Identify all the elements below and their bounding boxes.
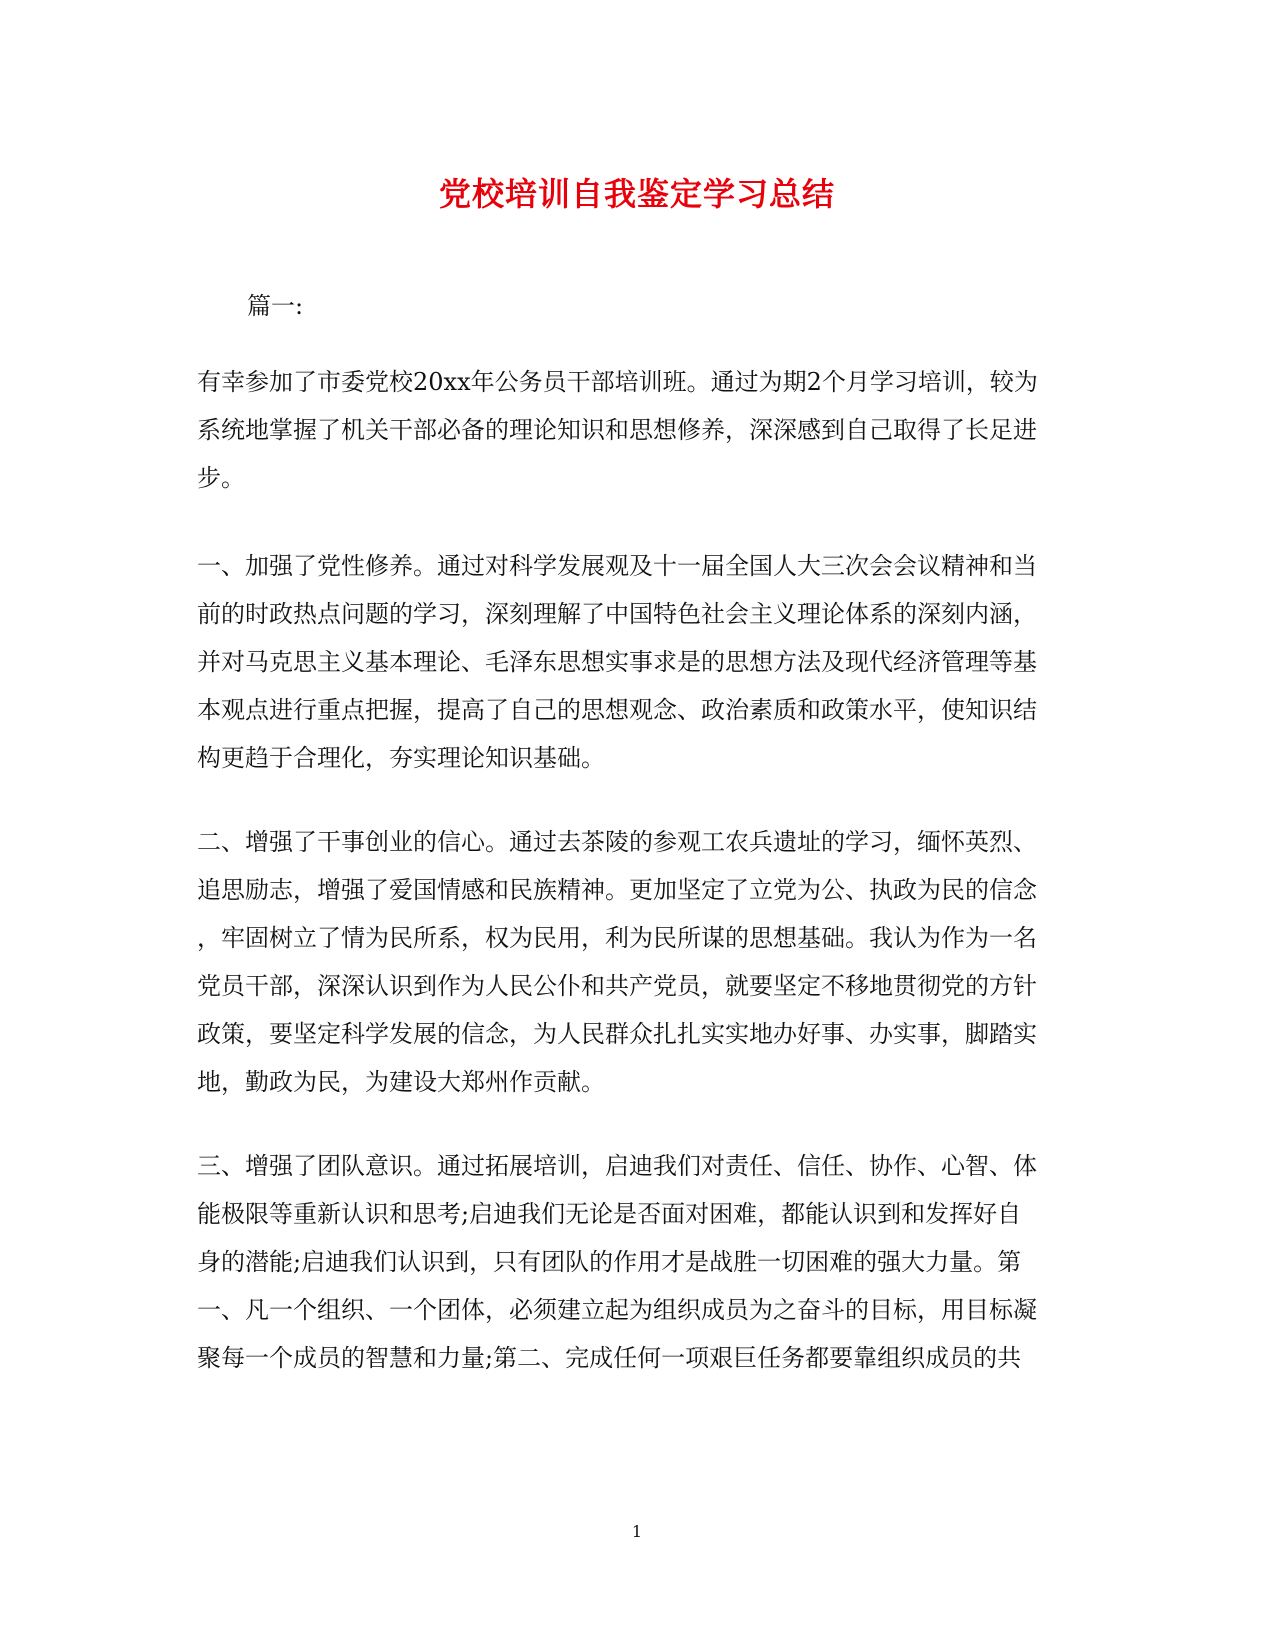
text-line: 党员干部，深深认识到作为人民公仆和共产党员，就要坚定不移地贯彻党的方针	[197, 972, 1037, 1000]
paragraph-one	[197, 542, 1077, 782]
paragraph-two	[197, 818, 1077, 1106]
text-line: 能极限等重新认识和思考;启迪我们无论是否面对困难，都能认识到和发挥好自	[197, 1200, 1022, 1228]
text-line: 身的潜能;启迪我们认识到，只有团队的作用才是战胜一切困难的强大力量。第	[197, 1248, 1022, 1276]
section-label: 篇一:	[247, 292, 304, 320]
text-line: 前的时政热点问题的学习，深刻理解了中国特色社会主义理论体系的深刻内涵，	[197, 600, 1037, 628]
paragraph-three	[197, 1142, 1077, 1382]
paragraph-intro	[197, 358, 1077, 502]
text-line: 地，勤政为民，为建设大郑州作贡献。	[197, 1068, 605, 1096]
text-line: 聚每一个成员的智慧和力量;第二、完成任何一项艰巨任务都要靠组织成员的共	[197, 1344, 1022, 1372]
text-line: 一、加强了党性修养。通过对科学发展观及十一届全国人大三次会会议精神和当	[197, 552, 1037, 580]
text-line: 追思励志，增强了爱国情感和民族精神。更加坚定了立党为公、执政为民的信念	[197, 876, 1037, 904]
text-line: 三、增强了团队意识。通过拓展培训，启迪我们对责任、信任、协作、心智、体	[197, 1152, 1037, 1180]
text-line: 政策，要坚定科学发展的信念，为人民群众扎扎实实地办好事、办实事，脚踏实	[197, 1020, 1037, 1048]
text-line: 一、凡一个组织、一个团体，必须建立起为组织成员为之奋斗的目标，用目标凝	[197, 1296, 1037, 1324]
text-line: 有幸参加了市委党校20xx年公务员干部培训班。通过为期2个月学习培训，较为	[197, 368, 1038, 396]
text-line: 并对马克思主义基本理论、毛泽东思想实事求是的思想方法及现代经济管理等基	[197, 648, 1037, 676]
page-title: 党校培训自我鉴定学习总结	[438, 175, 835, 213]
text-line: 步。	[197, 464, 245, 492]
page-number: 1	[631, 1522, 643, 1541]
text-line: 系统地掌握了机关干部必备的理论知识和思想修养，深深感到自己取得了长足进	[197, 416, 1037, 444]
text-line: ，牢固树立了情为民所系，权为民用，利为民所谋的思想基础。我认为作为一名	[197, 924, 1037, 952]
text-line: 构更趋于合理化，夯实理论知识基础。	[197, 744, 605, 772]
text-line: 二、增强了干事创业的信心。通过去茶陵的参观工农兵遗址的学习，缅怀英烈、	[197, 828, 1037, 856]
text-line: 本观点进行重点把握，提高了自己的思想观念、政治素质和政策水平，使知识结	[197, 696, 1037, 724]
